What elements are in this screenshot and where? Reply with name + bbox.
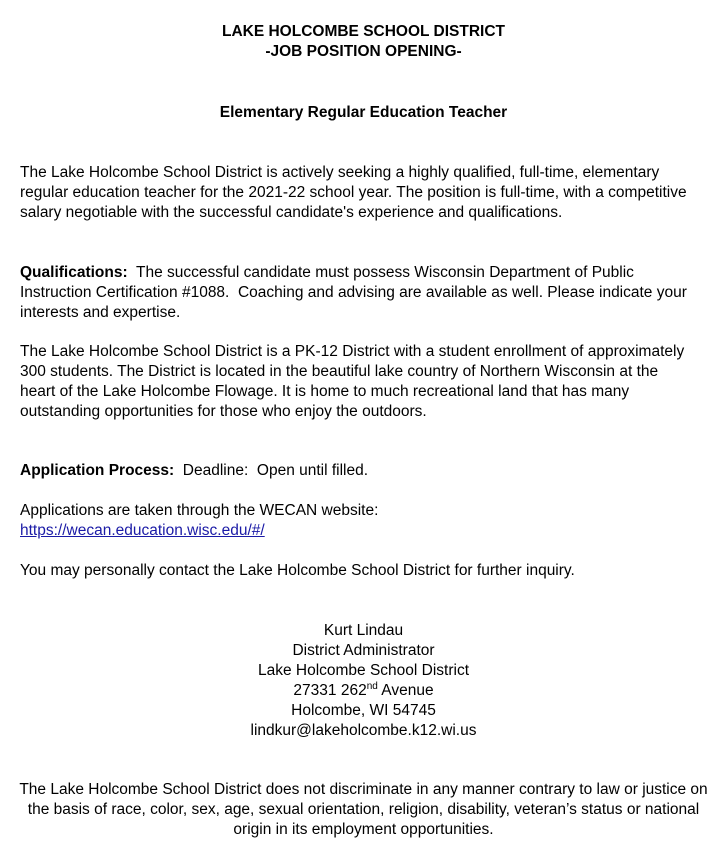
district-info-paragraph: The Lake Holcombe School District is a PK-12 District with a student enrollment of approximately 300 students. The District is located in the beautiful lake country of Northern Wisconsin at the heart of the Lake Holcombe Flowage. It is home to much recreational land that has many outstanding opportunities for those who enjoy the outdoors. <box>20 343 685 420</box>
signature-street <box>0 681 727 701</box>
street-number: 27331 262 <box>293 682 367 699</box>
wecan-paragraph <box>20 501 690 541</box>
signature-email: lindkur@lakeholcombe.k12.wi.us <box>250 722 477 739</box>
qualifications-text: The successful candidate must possess Wisconsin Department of Public Instruction Certification #1088. Coaching and advising are available as well. Please indicate your interests and expertise. <box>20 264 692 321</box>
application-deadline-text: Deadline: Open until filled. <box>174 462 369 479</box>
qualifications-label: Qualifications: <box>20 264 128 281</box>
signature-block <box>0 621 727 741</box>
street-name: Avenue <box>377 682 434 699</box>
contact-paragraph: You may personally contact the Lake Holcombe School District for further inquiry. <box>20 562 575 579</box>
signature-name: Kurt Lindau <box>323 622 404 639</box>
wecan-link[interactable]: https://wecan.education.wisc.edu/#/ <box>20 522 265 539</box>
signature-city: Holcombe, WI 54745 <box>291 702 436 719</box>
signature-org: Lake Holcombe School District <box>257 662 470 679</box>
wecan-text: Applications are taken through the WECAN website: <box>20 502 379 519</box>
job-opening-heading: -JOB POSITION OPENING- <box>265 43 462 60</box>
qualifications-paragraph <box>20 263 690 323</box>
signature-title: District Administrator <box>292 642 435 659</box>
intro-paragraph: The Lake Holcombe School District is actively seeking a highly qualified, full-time, elementary regular education teacher for the 2021-22 school year. The position is full-time, with a competitive salary negotiable with the successful candidate's experience and qualifications. <box>20 164 687 221</box>
position-title: Elementary Regular Education Teacher <box>219 104 508 121</box>
application-process-paragraph <box>20 461 690 481</box>
application-process-label: Application Process: <box>20 462 175 479</box>
nondiscrimination-statement: The Lake Holcombe School District does not discriminate in any manner contrary to law or justice on the basis of race, color, sex, age, sexual orientation, religion, disability, veteran’s status or national origin in its employment opportunities. <box>19 781 708 838</box>
district-heading: LAKE HOLCOMBE SCHOOL DISTRICT <box>221 23 506 40</box>
street-ordinal: nd <box>366 680 378 692</box>
